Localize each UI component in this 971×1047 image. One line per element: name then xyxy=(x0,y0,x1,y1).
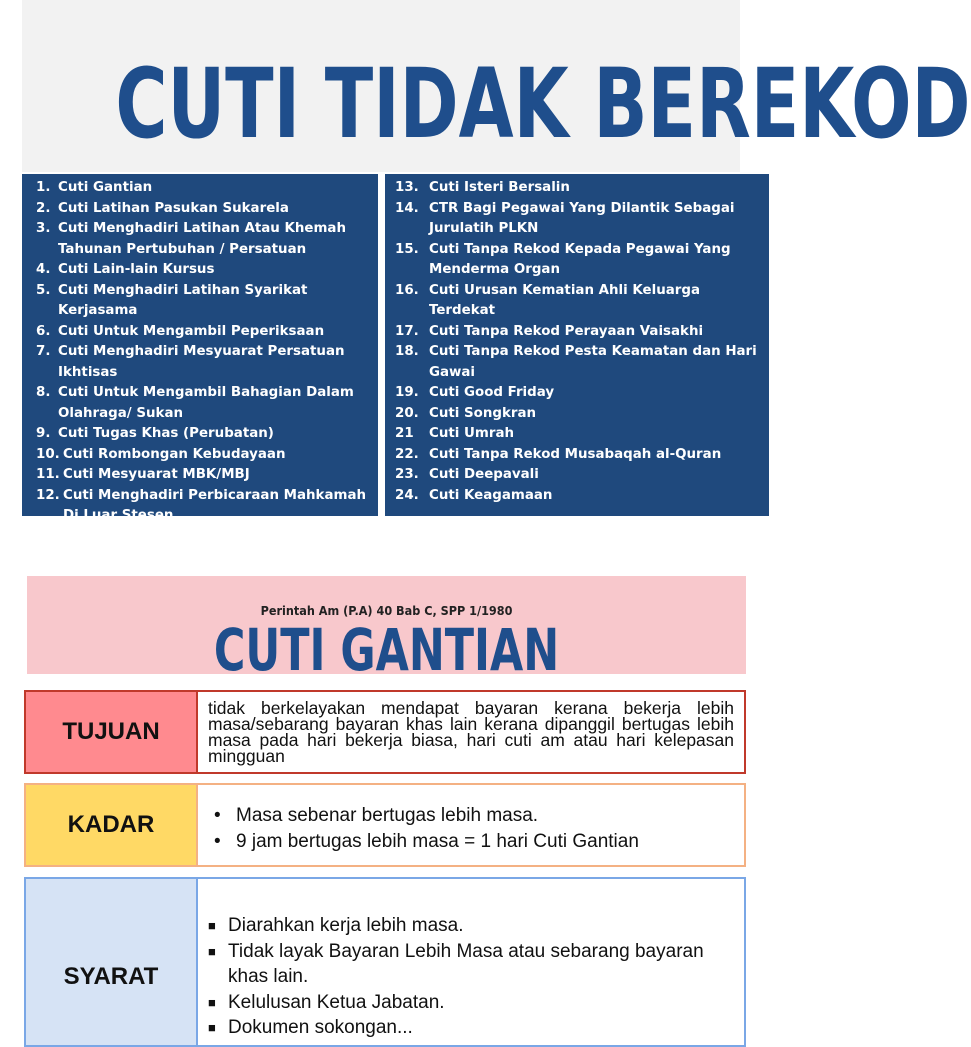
item-text: Cuti Latihan Pasukan Sukarela xyxy=(58,200,289,216)
leave-list-item xyxy=(393,281,761,322)
leave-list-item xyxy=(393,465,761,486)
leave-list-item xyxy=(393,383,761,404)
leave-list-left xyxy=(22,174,378,523)
item-text: Cuti Rombongan Kebudayaan xyxy=(63,446,286,462)
item-text: Cuti Gantian xyxy=(58,180,153,195)
syarat-item: ■ Dokumen sokongan... xyxy=(208,1015,732,1041)
square-bullet-icon: ■ xyxy=(208,994,216,1010)
leave-list-item xyxy=(393,342,761,383)
slide-2-header xyxy=(27,576,746,684)
item-text: Cuti Deepavali xyxy=(429,467,539,482)
item-number: 10. xyxy=(36,446,60,462)
item-text: Cuti Menghadiri Perbicaraan Mahkamah Di Luar Stesen xyxy=(63,487,367,523)
item-text: Cuti Untuk Mengambil Bahagian Dalam Olahraga/ Sukan xyxy=(58,385,354,421)
kadar-item: • Masa sebenar bertugas lebih masa. xyxy=(212,803,730,829)
item-text: Cuti Menghadiri Latihan Syarikat Kerjasama xyxy=(58,282,308,318)
square-bullet-icon: ■ xyxy=(208,1020,216,1035)
square-bullet-icon: ■ xyxy=(208,943,216,959)
item-number: 19. xyxy=(395,385,419,400)
item-number: 24. xyxy=(395,487,419,503)
leave-list-item xyxy=(30,178,370,199)
item-number: 17. xyxy=(395,323,419,339)
item-number: 4. xyxy=(36,262,51,277)
syarat-label: SYARAT xyxy=(26,879,196,1045)
leave-list xyxy=(30,178,370,527)
item-text: Cuti Songkran xyxy=(429,405,537,421)
tujuan-row xyxy=(24,690,746,774)
leave-list-item xyxy=(393,240,761,281)
leave-list-item xyxy=(30,281,370,322)
syarat-item: ■ Kelulusan Ketua Jabatan. xyxy=(208,990,732,1016)
item-text: Cuti Good Friday xyxy=(429,385,555,400)
bullet-icon: • xyxy=(214,805,221,826)
item-number: 20. xyxy=(395,405,419,421)
item-number: 7. xyxy=(36,344,51,359)
slide-2-title: CUTI GANTIAN xyxy=(213,616,560,684)
tujuan-label: TUJUAN xyxy=(26,692,196,772)
leave-list-item xyxy=(30,424,370,445)
slide-1-header xyxy=(22,0,971,172)
leave-list-item xyxy=(393,486,761,507)
tujuan-text: tidak berkelayakan mendapat bayaran kerana bekerja lebih masa/sebarang bayaran khas lain kerana dipanggil bertugas lebih masa pada hari bekerja biasa, hari cuti am atau hari kelepasan mingguan xyxy=(196,692,744,772)
item-text: Cuti Tugas Khas (Perubatan) xyxy=(58,426,274,441)
regulation-reference: Perintah Am (P.A) 40 Bab C, SPP 1/1980 xyxy=(260,603,513,618)
item-number: 23. xyxy=(395,467,419,482)
syarat-item: ■ Tidak layak Bayaran Lebih Masa atau sebarang bayaran khas lain. xyxy=(208,940,704,987)
bullet-icon: • xyxy=(214,831,221,852)
leave-list-item xyxy=(30,260,370,281)
item-text: Cuti Tanpa Rekod Musabaqah al-Quran xyxy=(429,446,722,462)
item-number: 11. xyxy=(36,467,60,482)
syarat-item: ■ Diarahkan kerja lebih masa. xyxy=(208,913,732,939)
item-text: Cuti Untuk Mengambil Peperiksaan xyxy=(58,323,325,339)
leave-list-item xyxy=(393,445,761,466)
leave-list-item xyxy=(30,486,370,527)
leave-list-right xyxy=(385,174,769,516)
leave-list-item xyxy=(30,219,370,260)
leave-list-item xyxy=(393,424,761,445)
item-number: 5. xyxy=(36,282,51,298)
leave-list-item xyxy=(393,199,761,240)
item-text: CTR Bagi Pegawai Yang Dilantik Sebagai Jurulatih PLKN xyxy=(429,200,735,236)
item-text: Cuti Isteri Bersalin xyxy=(429,180,570,195)
leave-list-item xyxy=(30,199,370,220)
square-bullet-icon: ■ xyxy=(208,918,216,933)
item-number: 12. xyxy=(36,487,60,503)
item-number: 22. xyxy=(395,446,419,462)
kadar-body xyxy=(196,785,744,865)
item-number: 1. xyxy=(36,180,51,195)
syarat-body xyxy=(196,879,744,1045)
leave-list-item xyxy=(393,178,761,199)
leave-list-item xyxy=(393,404,761,425)
item-number: 21 xyxy=(395,426,414,441)
item-number: 15. xyxy=(395,241,419,257)
item-text: Cuti Menghadiri Latihan Atau Khemah Tahunan Pertubuhan / Persatuan xyxy=(58,221,346,257)
leave-list-item xyxy=(30,465,370,486)
item-text: Cuti Urusan Kematian Ahli Keluarga Terdekat xyxy=(429,282,701,318)
item-text: Cuti Menghadiri Mesyuarat Persatuan Ikhtisas xyxy=(58,344,345,380)
leave-list-item xyxy=(30,322,370,343)
item-text: Cuti Tanpa Rekod Perayaan Vaisakhi xyxy=(429,323,704,339)
item-number: 9. xyxy=(36,426,51,441)
leave-list-item xyxy=(30,383,370,424)
kadar-row xyxy=(24,783,746,867)
syarat-row xyxy=(24,877,746,1047)
item-number: 14. xyxy=(395,200,419,216)
slide-1-title: CUTI TIDAK BEREKOD xyxy=(115,48,971,160)
item-number: 16. xyxy=(395,282,419,298)
item-number: 3. xyxy=(36,221,51,236)
item-text: Cuti Tanpa Rekod Pesta Keamatan dan Hari Gawai xyxy=(429,344,757,380)
item-number: 8. xyxy=(36,385,51,400)
item-number: 6. xyxy=(36,323,51,339)
item-text: Cuti Umrah xyxy=(429,426,515,441)
item-number: 2. xyxy=(36,200,51,216)
item-number: 13. xyxy=(395,180,419,195)
item-text: Cuti Lain-lain Kursus xyxy=(58,262,215,277)
leave-list-item xyxy=(393,322,761,343)
kadar-item: • 9 jam bertugas lebih masa = 1 hari Cuti Gantian xyxy=(212,829,730,855)
item-text: Cuti Mesyuarat MBK/MBJ xyxy=(63,467,250,482)
leave-list-item xyxy=(30,445,370,466)
kadar-label: KADAR xyxy=(26,785,196,865)
leave-list-item xyxy=(30,342,370,383)
item-number: 18. xyxy=(395,344,419,359)
item-text: Cuti Keagamaan xyxy=(429,487,553,503)
leave-list xyxy=(393,178,761,506)
item-text: Cuti Tanpa Rekod Kepada Pegawai Yang Menderma Organ xyxy=(429,241,731,277)
